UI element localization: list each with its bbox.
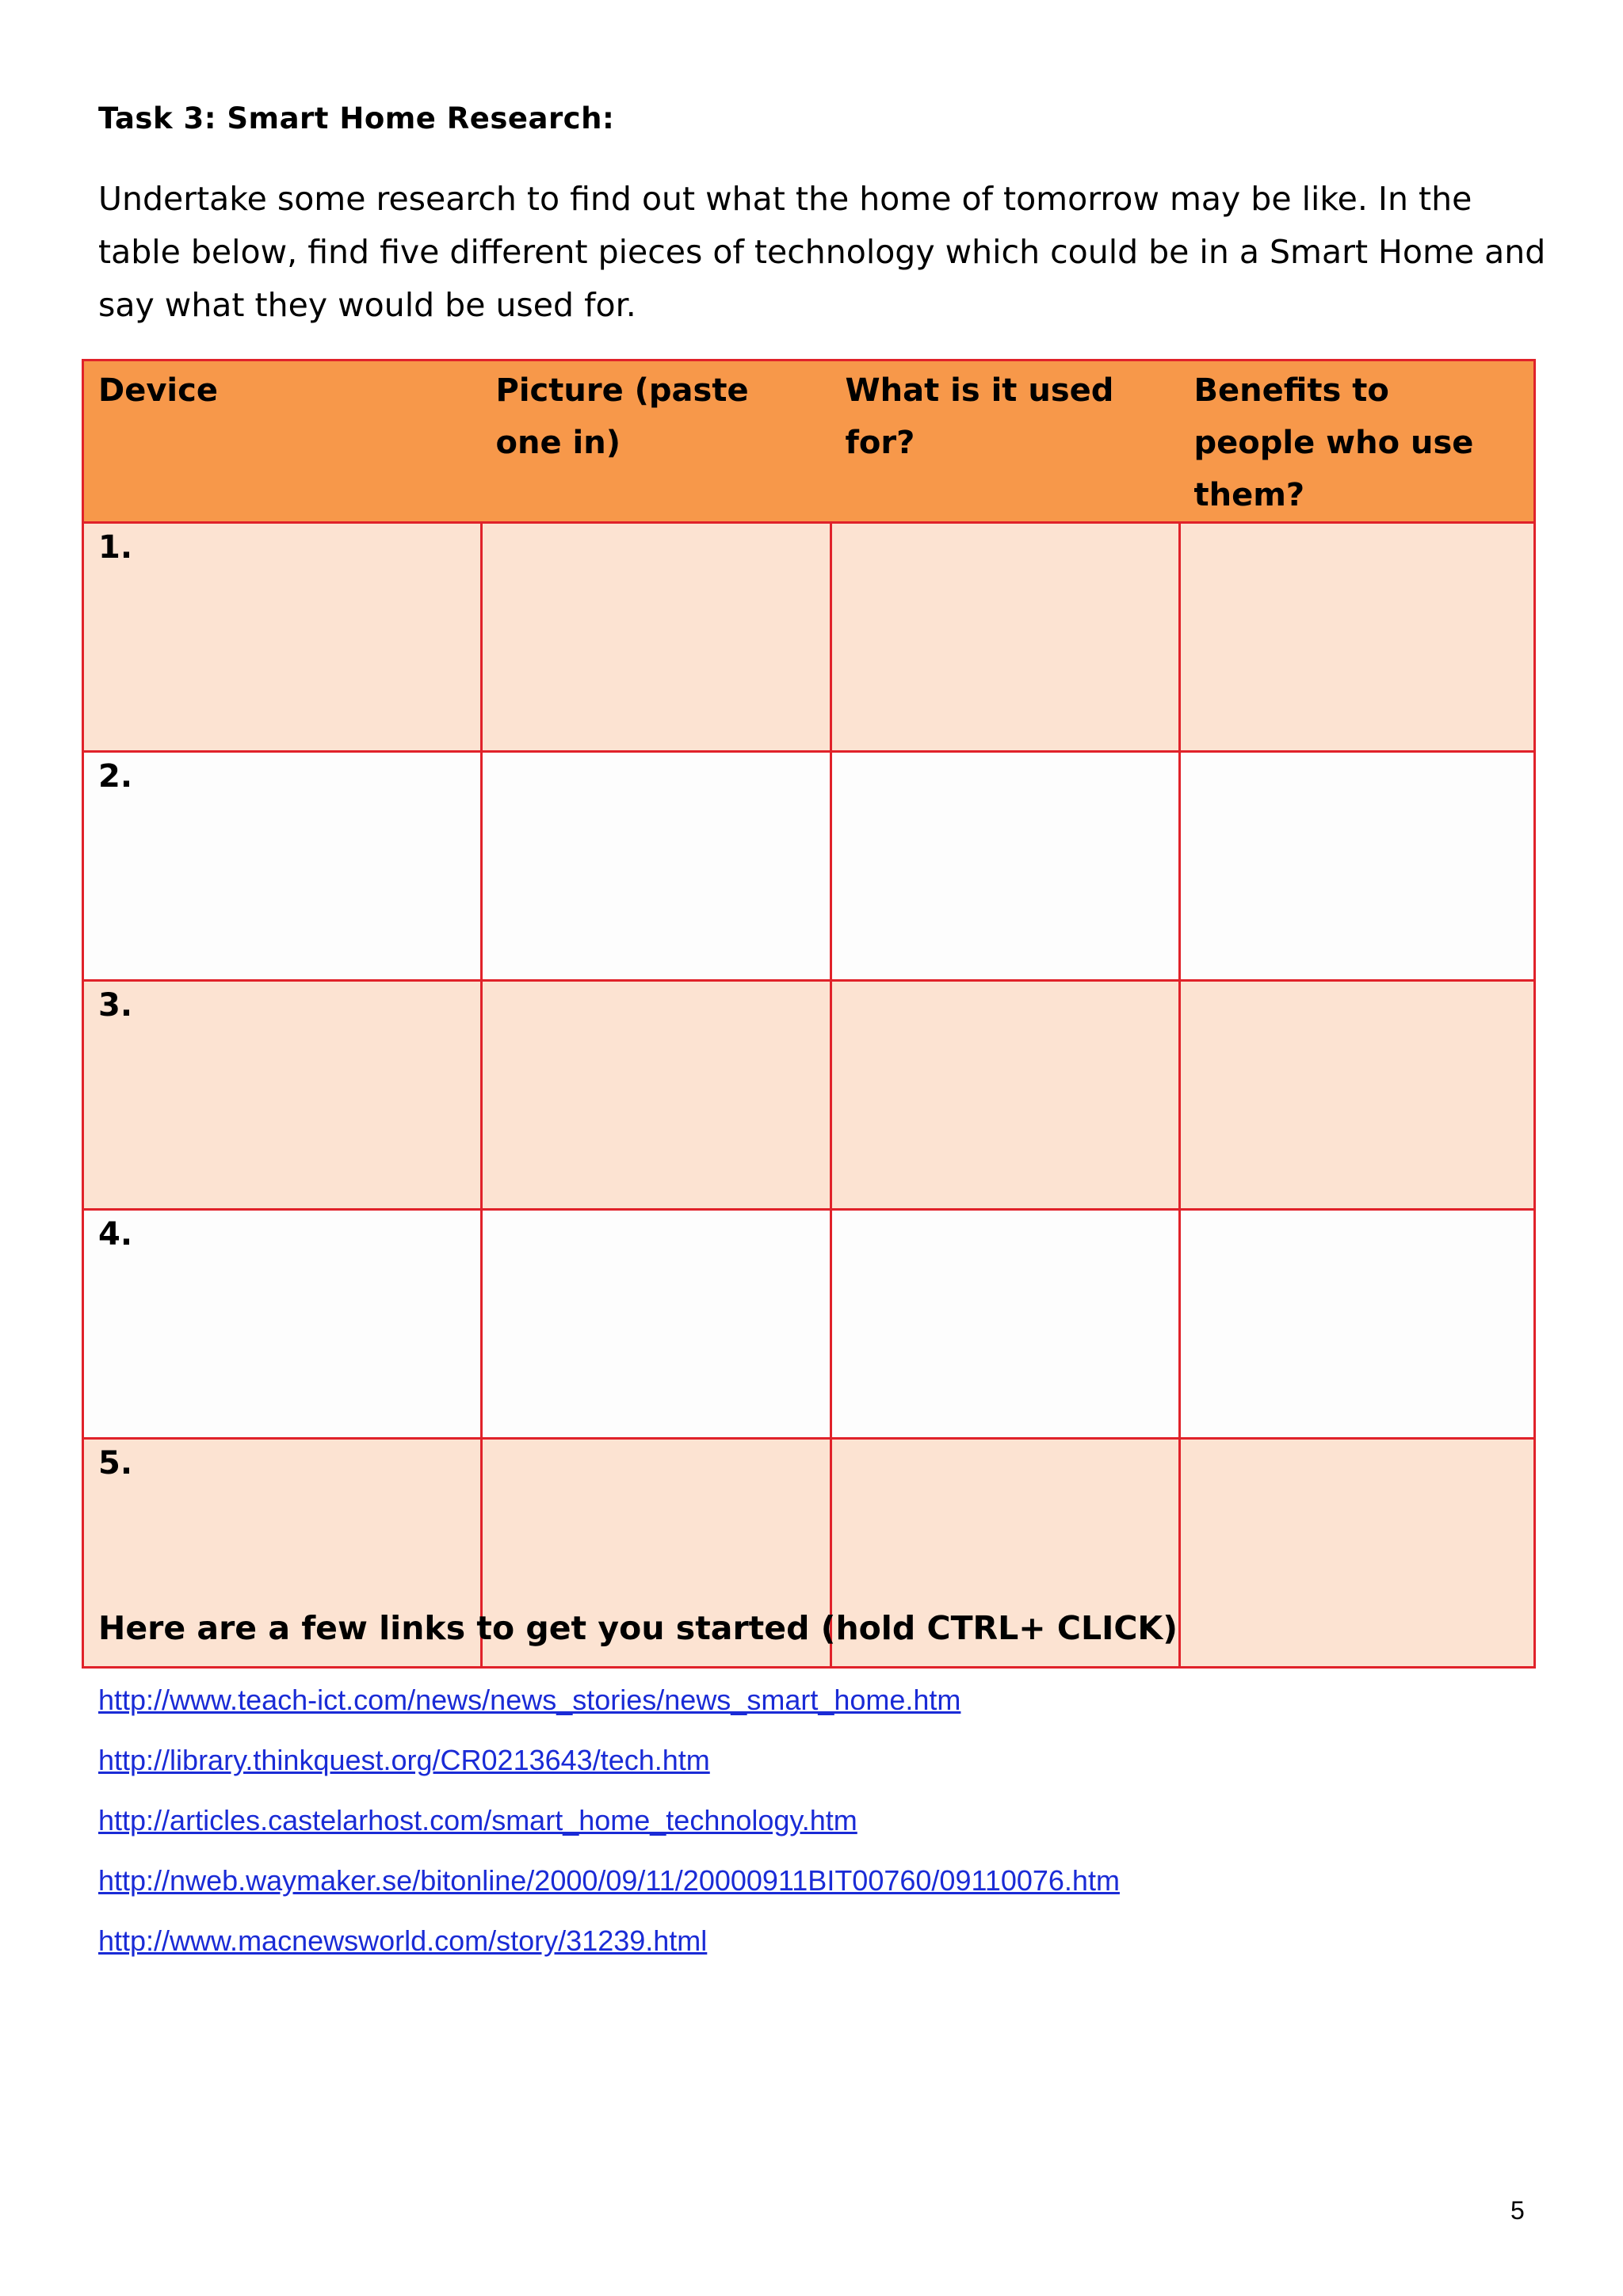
row-number: 1. <box>83 523 482 752</box>
task-title: Task 3: Smart Home Research: <box>98 101 615 135</box>
link-waymaker[interactable]: http://nweb.waymaker.se/bitonline/2000/09/11/20000911BIT00760/09110076.htm <box>98 1864 1120 1897</box>
used-for-cell[interactable] <box>831 1210 1180 1439</box>
row-number: 5. <box>83 1439 482 1668</box>
row-number: 2. <box>83 752 482 981</box>
task-instructions: Undertake some research to find out what the home of tomorrow may be like. In the table below, find five different pieces of technology which could be in a Smart Home and say what they would be used for. <box>98 180 1546 324</box>
picture-cell[interactable] <box>482 752 831 981</box>
header-used-for: What is it used for? <box>831 360 1180 523</box>
header-benefits: Benefits to people who use them? <box>1180 360 1535 523</box>
picture-cell[interactable] <box>482 1210 831 1439</box>
picture-cell[interactable] <box>482 523 831 752</box>
benefits-cell[interactable] <box>1180 1210 1535 1439</box>
picture-cell[interactable] <box>482 981 831 1210</box>
table-row <box>83 1210 1535 1439</box>
table-row <box>83 523 1535 752</box>
link-thinkquest[interactable]: http://library.thinkquest.org/CR0213643/tech.htm <box>98 1744 710 1776</box>
header-device: Device <box>83 360 482 523</box>
link-castelarhost[interactable]: http://articles.castelarhost.com/smart_home_technology.htm <box>98 1804 857 1836</box>
benefits-cell[interactable] <box>1180 981 1535 1210</box>
benefits-cell[interactable] <box>1180 523 1535 752</box>
used-for-cell[interactable] <box>831 752 1180 981</box>
link-teach-ict[interactable]: http://www.teach-ict.com/news/news_stories/news_smart_home.htm <box>98 1684 961 1716</box>
table-row <box>83 752 1535 981</box>
used-for-cell[interactable] <box>831 981 1180 1210</box>
row-number: 3. <box>83 981 482 1210</box>
row-number: 4. <box>83 1210 482 1439</box>
benefits-cell[interactable] <box>1180 1439 1535 1668</box>
page-number: 5 <box>1510 2196 1525 2225</box>
table-header-row <box>83 360 1535 523</box>
used-for-cell[interactable] <box>831 523 1180 752</box>
research-table <box>82 359 1536 1669</box>
benefits-cell[interactable] <box>1180 752 1535 981</box>
links-heading: Here are a few links to get you started (hold CTRL+ CLICK) <box>98 1609 1178 1647</box>
table-row <box>83 981 1535 1210</box>
link-macnewsworld[interactable]: http://www.macnewsworld.com/story/31239.html <box>98 1924 708 1957</box>
header-picture: Picture (paste one in) <box>482 360 831 523</box>
